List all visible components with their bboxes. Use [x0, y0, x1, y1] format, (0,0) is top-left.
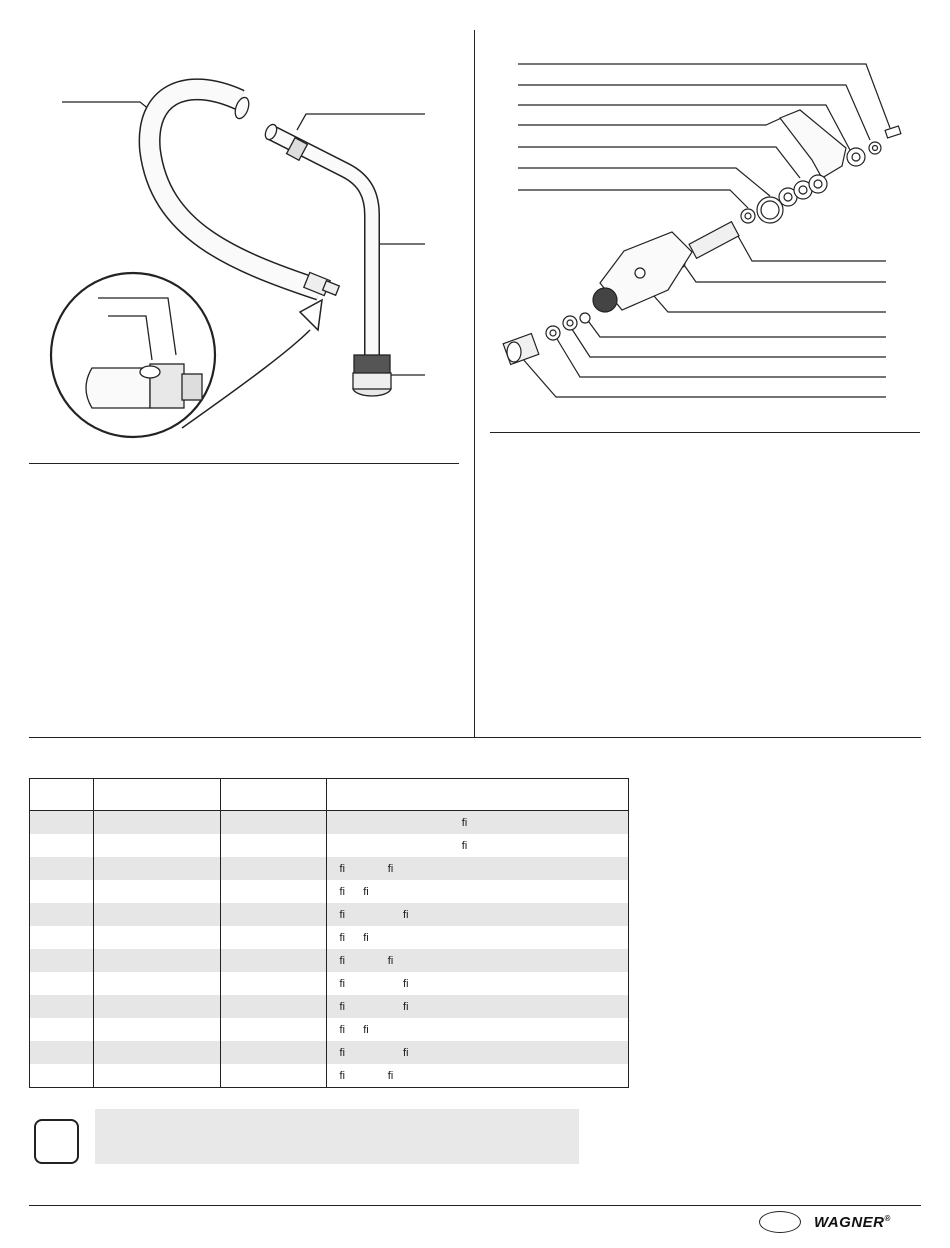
column-header-quantity	[220, 779, 327, 811]
part-cell	[93, 880, 220, 903]
description-cell: ﬁ ﬁ	[327, 1064, 629, 1088]
description-cell: ﬁ ﬁ	[327, 857, 629, 880]
description-cell: ﬁ ﬁ	[327, 1018, 629, 1041]
item-cell	[30, 857, 94, 880]
description-cell: ﬁ ﬁ	[327, 1041, 629, 1064]
parts-table	[29, 778, 629, 1088]
table-row	[30, 972, 629, 995]
qty-cell	[220, 926, 327, 949]
description-cell: ﬁ ﬁ	[327, 972, 629, 995]
item-cell	[30, 972, 94, 995]
part-cell	[93, 926, 220, 949]
qty-cell	[220, 811, 327, 835]
part-cell	[93, 903, 220, 926]
part-cell	[93, 972, 220, 995]
description-cell: ﬁ ﬁ	[327, 880, 629, 903]
qty-cell	[220, 1041, 327, 1064]
table-row	[30, 949, 629, 972]
qty-cell	[220, 857, 327, 880]
part-cell	[93, 1041, 220, 1064]
table-row	[30, 880, 629, 903]
table-row	[30, 834, 629, 857]
description-cell: ﬁ	[327, 811, 629, 835]
part-cell	[93, 834, 220, 857]
item-cell	[30, 1041, 94, 1064]
table-row	[30, 903, 629, 926]
description-cell: ﬁ ﬁ	[327, 903, 629, 926]
column-header-item	[30, 779, 94, 811]
table-row	[30, 857, 629, 880]
item-cell	[30, 903, 94, 926]
table-row	[30, 811, 629, 835]
item-cell	[30, 811, 94, 835]
part-cell	[93, 949, 220, 972]
table-row	[30, 1064, 629, 1088]
description-cell: ﬁ ﬁ	[327, 949, 629, 972]
item-cell	[30, 880, 94, 903]
table-row	[30, 995, 629, 1018]
part-cell	[93, 811, 220, 835]
part-cell	[93, 1064, 220, 1088]
qty-cell	[220, 880, 327, 903]
item-cell	[30, 949, 94, 972]
description-cell: ﬁ ﬁ	[327, 926, 629, 949]
description-cell: ﬁ	[327, 834, 629, 857]
description-cell: ﬁ ﬁ	[327, 995, 629, 1018]
qty-cell	[220, 1018, 327, 1041]
column-header-description	[327, 779, 629, 811]
wagner-logo	[814, 1214, 891, 1231]
brand-name: WAGNER	[814, 1214, 885, 1231]
footer-rule	[29, 1205, 921, 1206]
qty-cell	[220, 1064, 327, 1088]
table-row	[30, 1041, 629, 1064]
item-cell	[30, 834, 94, 857]
part-cell	[93, 857, 220, 880]
part-cell	[93, 995, 220, 1018]
note-box	[95, 1109, 579, 1164]
note-icon	[34, 1119, 79, 1164]
item-cell	[30, 1018, 94, 1041]
registered-mark: ®	[884, 1214, 891, 1223]
table-header-row	[30, 779, 629, 811]
item-cell	[30, 926, 94, 949]
column-header-part-number	[93, 779, 220, 811]
qty-cell	[220, 949, 327, 972]
part-cell	[93, 1018, 220, 1041]
table-row	[30, 926, 629, 949]
item-cell	[30, 995, 94, 1018]
qty-cell	[220, 834, 327, 857]
exploded-parts-illustration	[0, 0, 950, 440]
page-number-badge	[759, 1211, 801, 1233]
qty-cell	[220, 903, 327, 926]
qty-cell	[220, 972, 327, 995]
qty-cell	[220, 995, 327, 1018]
item-cell	[30, 1064, 94, 1088]
section-rule	[29, 737, 921, 738]
table-row	[30, 1018, 629, 1041]
